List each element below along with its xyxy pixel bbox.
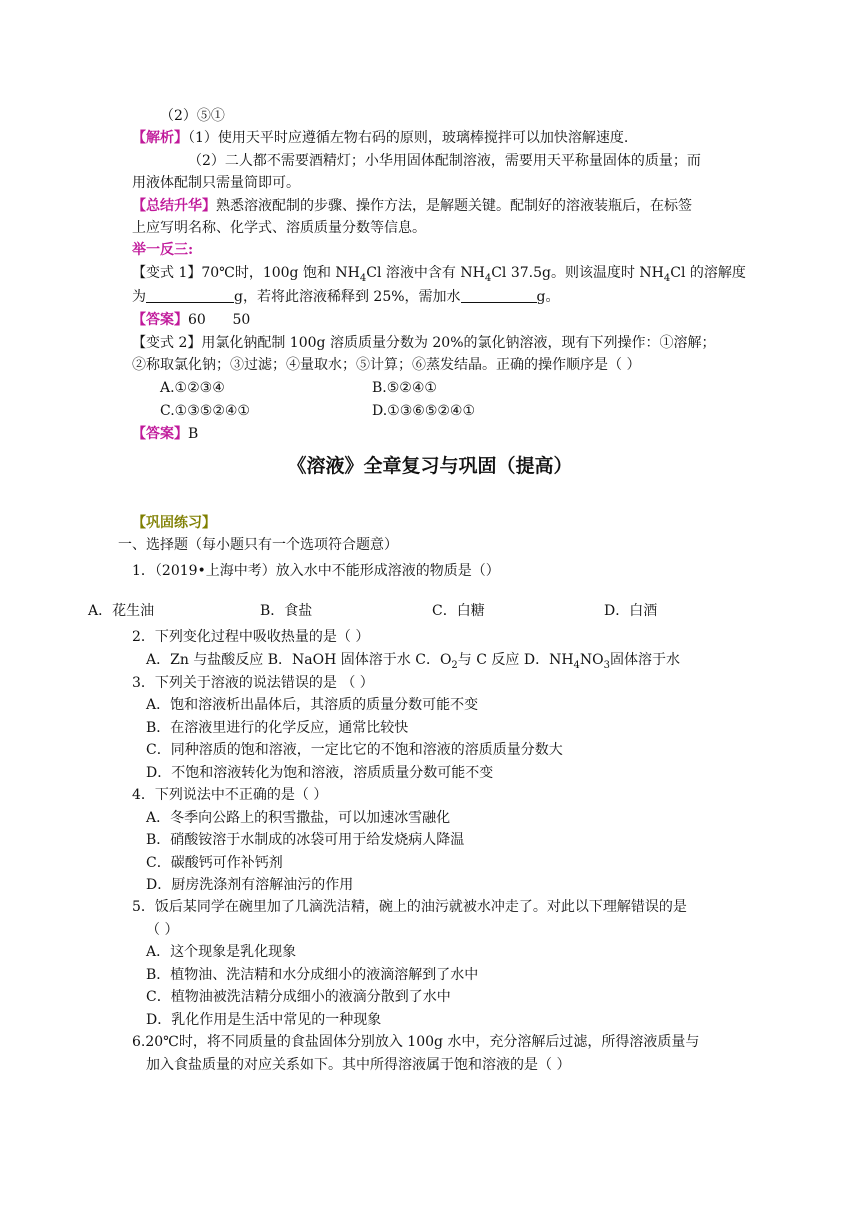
q4-option-a: A．冬季向公路上的积雪撒盐，可以加速冰雪融化: [146, 810, 451, 826]
q4-option-c: C．碳酸钙可作补钙剂: [146, 855, 283, 871]
q1-option-c: C．白糖: [432, 603, 485, 619]
analysis-line-3: 用液体配制只需量筒即可。: [132, 175, 300, 191]
q4-option-b: B．硝酸铵溶于水制成的冰袋可用于给发烧病人降温: [146, 832, 465, 848]
question-5-line-2: （ ）: [146, 922, 179, 938]
variant2-text-1: 用氯化钠配制 100g 溶质质量分数为 20%的氯化钠溶液，现有下列操作：①溶解；: [201, 335, 716, 351]
variant2-tag: 【变式 2】: [132, 335, 202, 351]
analysis-tag: 【解析】: [132, 130, 188, 146]
variant1-text-c: Cl 37.5g。则该温度时 NH: [491, 265, 664, 281]
variant1-line2-b: g，若将此溶液稀释到 25%，需加水: [234, 289, 461, 305]
q1-option-a: A．花生油: [88, 603, 155, 619]
subscript: 3: [603, 659, 611, 671]
variant1-line2-c: g。: [536, 289, 560, 305]
analysis-line-1: [132, 128, 628, 148]
variant1-text-a: 70℃时，100g 饱和 NH: [201, 265, 360, 281]
q1-option-d: D．白酒: [604, 603, 658, 619]
chapter-heading: 《溶液》全章复习与巩固（提高）: [287, 455, 573, 477]
answer-2-value: B: [188, 426, 199, 442]
question-4: 4．下列说法中不正确的是（ ）: [132, 787, 328, 803]
analysis-line-2: （2）二人都不需要酒精灯；小华用固体配制溶液，需要用天平称量固体的质量；而: [188, 153, 701, 169]
q3-option-a: A．饱和溶液析出晶体后，其溶质的质量分数可能不变: [146, 697, 479, 713]
q1-option-b: B．食盐: [260, 603, 313, 619]
q5-option-b: B．植物油、洗洁精和水分成细小的液滴溶解到了水中: [146, 967, 479, 983]
answer-tag: 【答案】: [132, 426, 188, 442]
variant1-line-1: [132, 263, 746, 289]
fill-blank: [146, 288, 234, 303]
q4-option-d: D．厨房洗涤剂有溶解油污的作用: [146, 877, 354, 893]
practice-tag: 【巩固练习】: [132, 515, 216, 531]
summary-line-2: 上应写明名称、化学式、溶质质量分数等信息。: [132, 220, 426, 236]
part2-answer: （2）⑤①: [160, 108, 225, 124]
variant1-text-d: Cl 的溶解度: [670, 265, 746, 281]
variant1-tag: 【变式 1】: [132, 265, 202, 281]
summary-tag: 【总结升华】: [132, 198, 216, 214]
variant2-option-b: B.⑤②④①: [372, 380, 437, 396]
q2-options-b: 与 C 反应 D．NH: [457, 652, 574, 668]
question-1: 1．（2019•上海中考）放入水中不能形成溶液的物质是（）: [132, 563, 500, 579]
summary-line-1: [132, 196, 692, 216]
variant2-option-a: A.①②③④: [160, 380, 225, 396]
fill-blank: [461, 288, 537, 303]
variant1-line-2: [132, 287, 560, 307]
q2-options-a: A．Zn 与盐酸反应 B．NaOH 固体溶于水 C．O: [146, 652, 452, 668]
q5-option-c: C．植物油被洗洁精分成细小的液滴分散到了水中: [146, 989, 451, 1005]
variant2-option-d: D.①③⑥⑤②④①: [372, 403, 476, 419]
q2-options-c: NO: [579, 652, 604, 668]
question-2: 2．下列变化过程中吸收热量的是（ ）: [132, 629, 370, 645]
answer-line-2: [132, 424, 198, 444]
subscript: 4: [573, 659, 580, 671]
subscript: 2: [451, 659, 458, 671]
question-5-line-1: 5．饭后某同学在碗里加了几滴洗洁精，碗上的油污就被水冲走了。对此以下理解错误的是: [132, 899, 687, 915]
answer-line-1: [132, 310, 250, 330]
q5-option-d: D．乳化作用是生活中常见的一种现象: [146, 1012, 382, 1028]
summary-text-1: 熟悉溶液配制的步骤、操作方法，是解题关键。配制好的溶液装瓶后，在标签: [216, 198, 692, 214]
q5-option-a: A．这个现象是乳化现象: [146, 944, 297, 960]
variant1-text-b: Cl 溶液中含有 NH: [366, 265, 485, 281]
subscript: 4: [663, 272, 671, 284]
section-title: 一、选择题（每小题只有一个选项符合题意）: [118, 537, 398, 553]
variant2-line-2: ②称取氯化钠；③过滤；④量取水；⑤计算；⑥蒸发结晶。正确的操作顺序是（ ）: [132, 357, 641, 373]
subscript: 4: [484, 272, 492, 284]
q2-options-d: 固体溶于水: [610, 652, 681, 668]
q3-option-c: C．同种溶质的饱和溶液，一定比它的不饱和溶液的溶质质量分数大: [146, 742, 563, 758]
answer-1-value: 60 50: [188, 312, 251, 328]
juyi-heading: 举一反三:: [132, 242, 194, 258]
question-6-line-2: 加入食盐质量的对应关系如下。其中所得溶液属于饱和溶液的是（ ）: [146, 1057, 571, 1073]
subscript: 4: [359, 272, 367, 284]
question-3: 3．下列关于溶液的说法错误的是 （ ）: [132, 675, 374, 691]
question-6-line-1: 6.20℃时，将不同质量的食盐固体分别放入 100g 水中，充分溶解后过滤，所得溶液质量与: [132, 1034, 700, 1050]
variant2-line-1: [132, 333, 716, 353]
q3-option-b: B．在溶液里进行的化学反应，通常比较快: [146, 720, 409, 736]
analysis-text-1: （1）使用天平时应遵循左物右码的原则，玻璃棒搅拌可以加快溶解速度.: [188, 130, 629, 146]
variant2-option-c: C.①③⑤②④①: [160, 403, 250, 419]
answer-tag: 【答案】: [132, 312, 188, 328]
q3-option-d: D．不饱和溶液转化为饱和溶液，溶质质量分数可能不变: [146, 765, 494, 781]
q2-options: [146, 650, 680, 676]
variant1-line2-a: 为: [132, 289, 146, 305]
